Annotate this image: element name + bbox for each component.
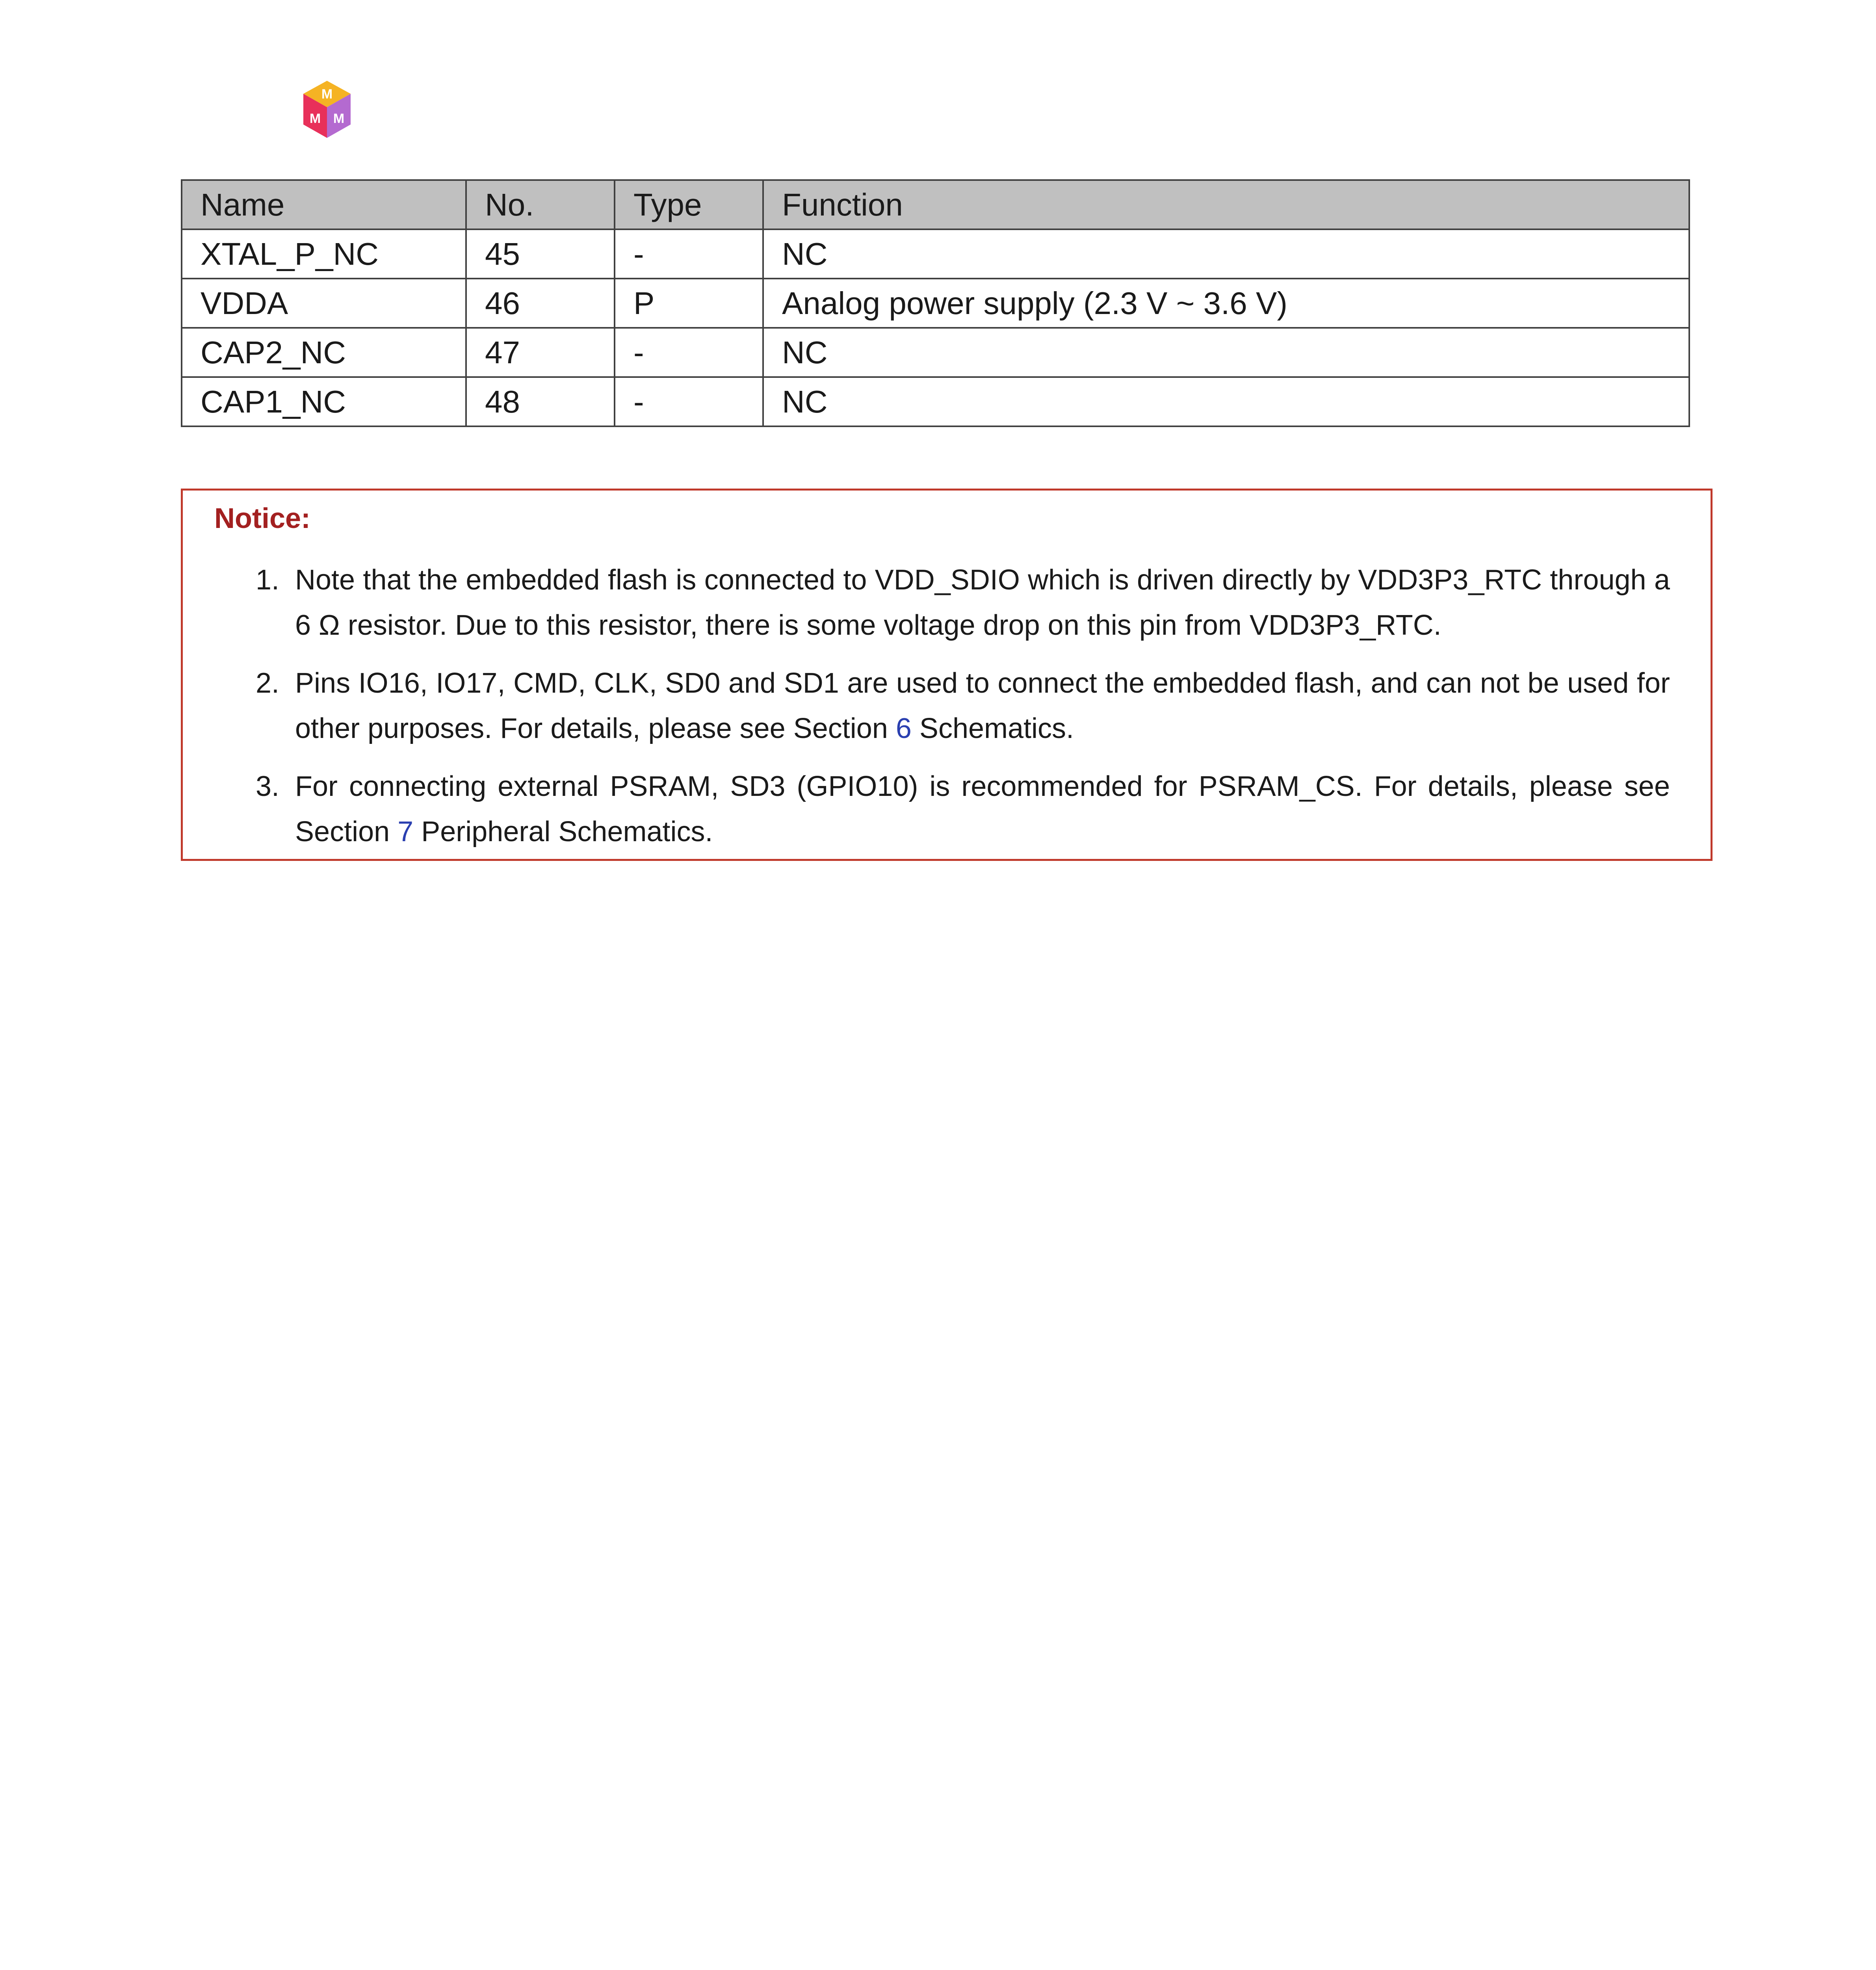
cube-logo-icon <box>299 79 355 142</box>
table-row <box>182 279 1689 328</box>
notice-item-number: 1. <box>256 564 280 596</box>
cell-function: NC <box>763 328 1689 377</box>
cell-type: - <box>615 377 763 426</box>
logo-letter-left: M <box>309 111 321 126</box>
section-link-7[interactable]: 7 <box>397 816 414 847</box>
cell-type: P <box>615 279 763 328</box>
notice-item-text-tail: Peripheral Schematics. <box>413 816 713 847</box>
cell-function: Analog power supply (2.3 V ~ 3.6 V) <box>763 279 1689 328</box>
header-function: Function <box>763 180 1689 229</box>
logo-letter-right: M <box>333 111 345 126</box>
table-row <box>182 229 1689 279</box>
notice-item-text: For connecting external PSRAM, SD3 (GPIO10) is recommended for PSRAM_CS. For details, please see Section <box>295 771 1670 847</box>
cell-name: VDDA <box>182 279 466 328</box>
table-row <box>182 328 1689 377</box>
cell-function: NC <box>763 229 1689 279</box>
notice-item-text: Pins IO16, IO17, CMD, CLK, SD0 and SD1 are used to connect the embedded flash, and can not be used for other purposes. For details, please see Section <box>295 667 1670 744</box>
notice-list <box>256 558 1670 867</box>
notice-item-text: Note that the embedded flash is connected to VDD_SDIO which is driven directly by VDD3P3_RTC through a 6 Ω resistor. Due to this resistor, there is some voltage drop on this pin from VDD3P3_RTC. <box>295 564 1670 641</box>
cell-no: 48 <box>466 377 615 426</box>
notice-box <box>181 489 1713 861</box>
cell-no: 46 <box>466 279 615 328</box>
table-header-row <box>182 180 1689 229</box>
cell-name: CAP1_NC <box>182 377 466 426</box>
notice-item-text-tail: Schematics. <box>911 713 1074 744</box>
notice-item-number: 3. <box>256 771 280 802</box>
section-link-6[interactable]: 6 <box>895 713 912 744</box>
cell-no: 47 <box>466 328 615 377</box>
header-name: Name <box>182 180 466 229</box>
logo <box>299 79 355 142</box>
notice-item <box>256 661 1670 751</box>
notice-title: Notice: <box>214 503 311 534</box>
cell-type: - <box>615 328 763 377</box>
notice-item-number: 2. <box>256 667 280 699</box>
cell-name: XTAL_P_NC <box>182 229 466 279</box>
notice-item <box>256 558 1670 648</box>
cell-type: - <box>615 229 763 279</box>
header-no: No. <box>466 180 615 229</box>
cell-function: NC <box>763 377 1689 426</box>
cell-name: CAP2_NC <box>182 328 466 377</box>
logo-letter-top: M <box>321 87 333 102</box>
header-type: Type <box>615 180 763 229</box>
cell-no: 45 <box>466 229 615 279</box>
pin-table <box>181 179 1690 427</box>
table-row <box>182 377 1689 426</box>
notice-item <box>256 764 1670 855</box>
